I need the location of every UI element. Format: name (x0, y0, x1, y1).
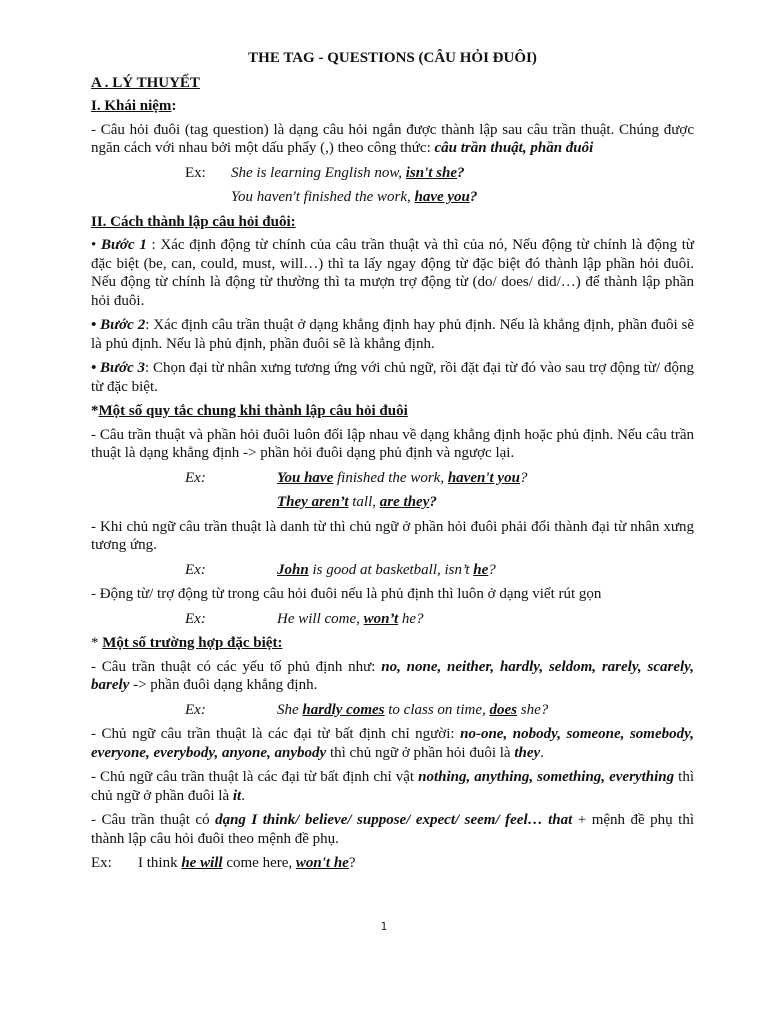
case-keywords: nothing, anything, something, everything (418, 769, 675, 785)
definition-formula: câu trần thuật, phần đuôi (434, 140, 594, 156)
step-label: Bước 1 (100, 237, 147, 253)
document-body (91, 49, 694, 873)
example-1 (91, 164, 694, 183)
example-stem: She is learning English now, (231, 164, 406, 181)
example-stem: finished the work, (333, 469, 448, 486)
example-label: Ex: (185, 561, 206, 578)
case-text: -> phần đuôi dạng khẳng định. (129, 677, 318, 693)
example-tag: he (473, 561, 489, 578)
example-label: Ex: (185, 164, 206, 181)
step-text: : Xác định động từ chính của câu trần thuật và thì của nó, Nếu động từ chính là động từ đặc biệt (be, can, could, must, will…) thì ta lấy ngay động từ đặc biệt đó thành lập phần hỏi đuôi. Nếu động từ chính là động từ thường thì ta mượn trợ động từ (do/ does/ did/…) để thành lập phần hỏi đuôi. (91, 237, 694, 309)
example-2 (91, 188, 694, 207)
special-case-2 (91, 725, 694, 762)
example-sentence (231, 188, 477, 207)
rule-3: - Động từ/ trợ động từ trong câu hỏi đuôi nếu là phủ định thì luôn ở dạng viết rút gọn (91, 586, 602, 602)
special-case-4 (91, 811, 694, 848)
special-heading-text: Một số trường hợp đặc biệt: (102, 635, 283, 651)
section-2-heading: II. Cách thành lập câu hỏi đuôi: (91, 213, 296, 230)
special-heading (91, 634, 694, 653)
section-1-heading-text: I. Khái niệm (91, 98, 172, 114)
example-label: Ex: (185, 701, 206, 718)
example-3 (91, 469, 694, 488)
example-end: ? (348, 855, 356, 871)
example-7 (91, 701, 694, 720)
case-keywords: no, none, neither, hardly, seldom, rarely, scarely, barely (91, 658, 694, 693)
asterisk: * (91, 635, 103, 651)
example-stem: come here, (222, 855, 296, 871)
case-text: - Câu trần thuật có các yếu tố phủ định như: (91, 658, 382, 675)
example-sentence (277, 469, 527, 488)
step-text: : Chọn đại từ nhân xưng tương ứng với chủ ngữ, rồi đặt đại từ đó vào sau trợ động từ/ động từ đặc biệt. (91, 360, 694, 395)
example-stem: to class on time, (384, 701, 490, 718)
example-stem: She (277, 701, 303, 718)
asterisk: * (91, 403, 99, 419)
bullet: • (91, 317, 101, 333)
example-end: ? (488, 561, 496, 578)
example-sentence (277, 561, 496, 580)
example-subject: They aren’t (277, 494, 349, 510)
step-label: Bước 3 (100, 360, 146, 376)
example-label: Ex: (185, 469, 206, 486)
example-stem: He will come, (277, 610, 364, 627)
example-keyword: he will (181, 855, 223, 871)
example-stem: is good at basketball, isn’t (308, 561, 474, 578)
case-text: thì chủ ngữ ở phần đuôi là (91, 769, 695, 804)
example-tag: won't he (295, 855, 349, 871)
example-sentence (231, 164, 465, 183)
example-end: ? (429, 494, 437, 510)
example-sentence (277, 701, 548, 720)
section-a-heading: A . LÝ THUYẾT (91, 74, 200, 91)
case-text: - Chủ ngữ câu trần thuật là các đại từ bất định chỉ vật (91, 769, 419, 785)
case-keywords: dạng I think/ believe/ suppose/ expect/ seem/ feel… that (215, 812, 573, 828)
case-text: . (241, 787, 245, 804)
example-tag: have you (414, 189, 470, 205)
rules-heading-text: Một số quy tắc chung khi thành lập câu hỏi đuôi (98, 403, 408, 419)
example-end: he? (398, 610, 424, 627)
page-title: THE TAG - QUESTIONS (CÂU HỎI ĐUÔI) (248, 50, 537, 66)
definition-paragraph (91, 121, 694, 158)
example-end: ? (519, 469, 528, 486)
example-stem: I think (138, 855, 182, 871)
rules-heading (91, 402, 694, 421)
example-4 (91, 493, 694, 512)
case-text: - Câu trần thuật có (91, 812, 216, 828)
step-3 (91, 359, 694, 396)
step-label: Bước 2 (100, 317, 146, 333)
section-1-heading (91, 97, 694, 116)
example-keyword: hardly comes (302, 701, 385, 718)
special-case-3 (91, 768, 694, 805)
case-text: + mệnh đề phụ thì thành lập câu hỏi đuôi theo mệnh đề phụ. (91, 812, 694, 847)
example-sentence (277, 610, 424, 629)
example-stem: tall, (348, 494, 380, 510)
example-tag: isn't she (405, 164, 458, 181)
example-5 (91, 561, 694, 580)
step-2 (91, 316, 694, 353)
rule-1: - Câu trần thuật và phần hỏi đuôi luôn đối lập nhau về dạng khẳng định hoặc phủ định. Nếu câu trần thuật là dạng khẳng định -> phần hỏi đuôi dạng phủ định và ngược lại. (91, 426, 694, 461)
example-end: ? (457, 164, 465, 181)
example-tag: haven't you (447, 469, 520, 486)
example-sentence (277, 493, 437, 512)
example-tag: are they (379, 494, 430, 510)
step-text: : Xác định câu trần thuật ở dạng khẳng định hay phủ định. Nếu là khẳng định, phần đuôi sẽ là phủ định. Nếu là phủ định, phần đuôi sẽ là khẳng định. (91, 317, 694, 352)
example-subject: You have (277, 469, 334, 486)
case-pronoun: it (232, 787, 242, 804)
definition-text: - Câu hỏi đuôi (tag question) là dạng câu hỏi ngắn được thành lập sau câu trần thuật. Chúng được ngăn cách với nhau bởi một dấu phẩy (,) theo công thức: (91, 121, 694, 156)
example-6 (91, 610, 694, 629)
case-keywords: no-one, nobody, someone, somebody, everyone, everybody, anyone, anybody (91, 726, 694, 761)
section-1-colon: : (171, 98, 177, 114)
bullet: • (91, 237, 101, 253)
case-pronoun: they (514, 744, 541, 761)
example-end: she? (517, 701, 549, 718)
case-text: thì chủ ngữ ở phần hỏi đuôi là (326, 744, 515, 761)
rule-2: - Khi chủ ngữ câu trần thuật là danh từ thì chủ ngữ ở phần hỏi đuôi phải đổi thành đại từ nhân xưng tương ứng. (91, 518, 694, 553)
example-sentence (138, 854, 356, 873)
example-label: Ex: (91, 855, 112, 871)
case-text: . (540, 744, 544, 761)
example-8 (91, 854, 694, 873)
example-tag: does (489, 701, 517, 718)
example-stem: You haven't finished the work, (231, 189, 415, 205)
bullet: • (91, 360, 101, 376)
example-end: ? (469, 189, 478, 205)
step-1 (91, 236, 694, 310)
example-subject: John (277, 561, 309, 578)
page-number: 1 (380, 920, 388, 933)
example-tag: won’t (363, 610, 399, 627)
example-label: Ex: (185, 610, 206, 627)
case-text: - Chủ ngữ câu trần thuật là các đại từ bất định chỉ người: (91, 726, 461, 742)
special-case-1 (91, 658, 694, 695)
